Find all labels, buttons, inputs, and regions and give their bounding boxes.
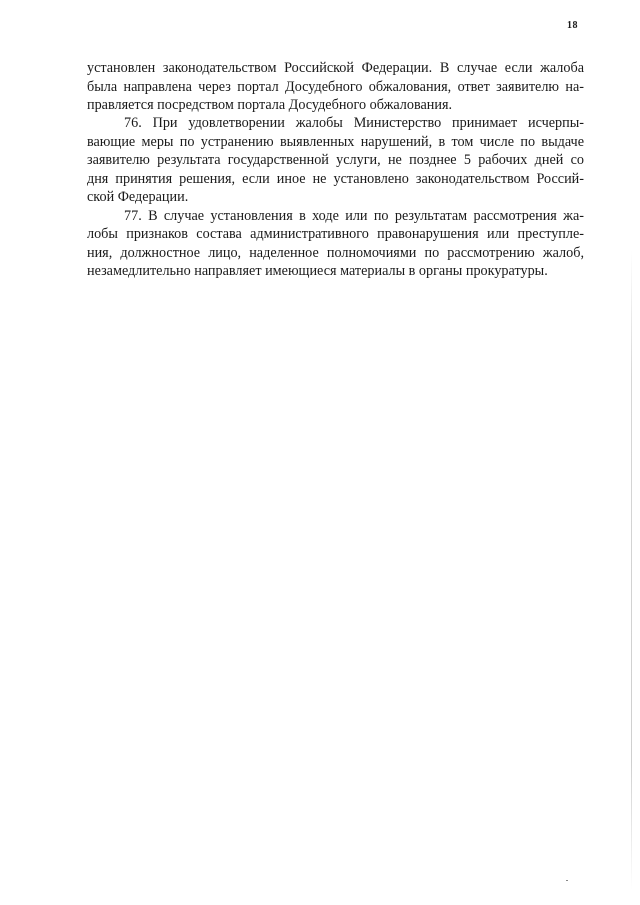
text-line: 77. В случае установления в ходе или по результатам рассмотрения жа-: [124, 208, 584, 224]
text-line: дня принятия решения, если иное не установлено законодательством Россий-: [87, 171, 584, 187]
text-line: правляется посредством портала Досудебного обжалования.: [87, 97, 453, 113]
text-line: заявителю результата государственной услуги, не позднее 5 рабочих дней со: [87, 152, 584, 168]
scan-speck: [566, 880, 568, 881]
text-line: ской Федерации.: [87, 189, 189, 205]
text-line: лобы признаков состава административного правонарушения или преступле-: [87, 226, 584, 242]
text-line: ния, должностное лицо, наделенное полномочиями по рассмотрению жалоб,: [87, 245, 584, 261]
text-line: вающие меры по устранению выявленных нарушений, в том числе по выдаче: [87, 134, 584, 150]
text-line: незамедлительно направляет имеющиеся материалы в органы прокуратуры.: [87, 263, 548, 279]
page-number: 18: [567, 20, 578, 31]
text-line: 76. При удовлетворении жалобы Министерство принимает исчерпы-: [124, 115, 584, 131]
text-line: установлен законодательством Российской Федерации. В случае если жалоба: [87, 60, 584, 76]
text-line: была направлена через портал Досудебного обжалования, ответ заявителю на-: [87, 79, 584, 95]
scan-edge-shadow: [631, 250, 632, 890]
